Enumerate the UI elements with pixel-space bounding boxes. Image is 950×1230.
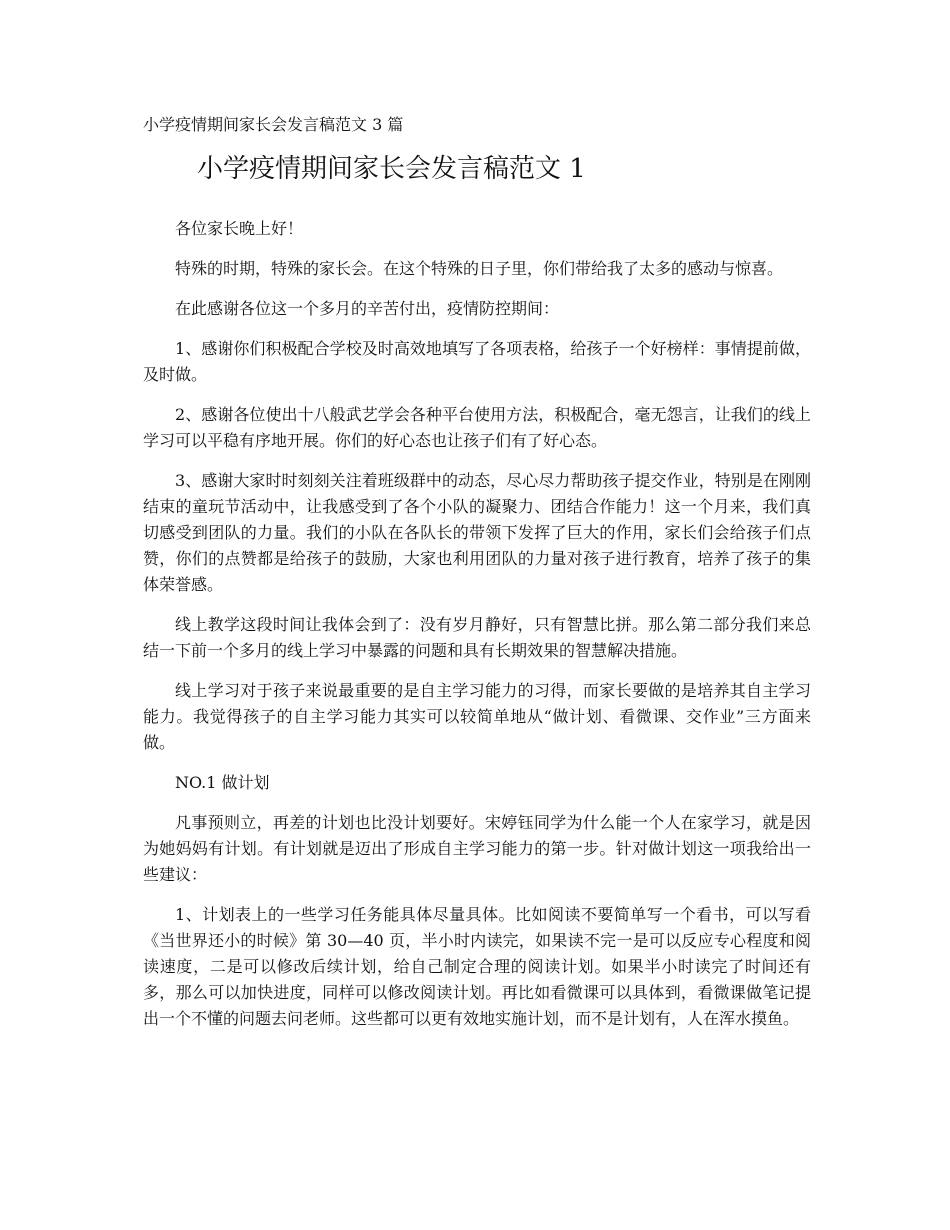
paragraph: 特殊的时期，特殊的家长会。在这个特殊的日子里，你们带给我了太多的感动与惊喜。 <box>175 259 784 278</box>
paragraph: 线上学习对于孩子来说最重要的是自主学习能力的习得，而家长要做的是培养其自主学习能力。我觉得孩子的自主学习能力其实可以较简单地从“做计划、看微课、交作业”三方面来做。 <box>143 681 811 752</box>
paragraph: 线上教学这段时间让我体会到了：没有岁月静好，只有智慧比拼。那么第二部分我们来总结一下前一个多月的线上学习中暴露的问题和具有长期效果的智慧解决措施。 <box>143 615 811 660</box>
paragraph: 2、感谢各位使出十八般武艺学会各种平台使用方法，积极配合，毫无怨言，让我们的线上学习可以平稳有序地开展。你们的好心态也让孩子们有了好心态。 <box>143 405 811 450</box>
paragraph: 3、感谢大家时时刻刻关注着班级群中的动态，尽心尽力帮助孩子提交作业，特别是在刚刚结束的童玩节活动中，让我感受到了各个小队的凝聚力、团结合作能力！这一个月来，我们真切感受到团队的力量。我们的小队在各队长的带领下发挥了巨大的作用，家长们会给孩子们点赞，你们的点赞都是给孩子的鼓励，大家也利用团队的力量对孩子进行教育，培养了孩子的集体荣誉感。 <box>143 471 811 594</box>
paragraph: 1、计划表上的一些学习任务能具体尽量具体。比如阅读不要简单写一个看书，可以写看《当世界还小的时候》第 30—40 页，半小时内读完，如果读不完一是可以反应专心程度和阅读速度，二是可以修改后续计划，给自己制定合理的阅读计划。如果半小时读完了时间还有多，那么可以加快进度，同样可以修改阅读计划。再比如看微课可以具体到，看微课做笔记提出一个不懂的问题去问老师。这些都可以更有效地实施计划，而不是计划有，人在浑水摸鱼。 <box>143 905 811 1028</box>
paragraph: 凡事预则立，再差的计划也比没计划要好。宋婷钰同学为什么能一个人在家学习，就是因为她妈妈有计划。有计划就是迈出了形成自主学习能力的第一步。针对做计划这一项我给出一些建议： <box>143 813 811 884</box>
section-heading: NO.1 做计划 <box>175 773 270 792</box>
paragraph-greeting: 各位家长晚上好！ <box>175 219 304 238</box>
document-title: 小学疫情期间家长会发言稿范文 1 <box>197 154 586 184</box>
document-body <box>143 216 811 1046</box>
document-header: 小学疫情期间家长会发言稿范文 3 篇 <box>143 115 404 134</box>
paragraph: 在此感谢各位这一个多月的辛苦付出，疫情防控期间： <box>175 299 560 318</box>
paragraph: 1、感谢你们积极配合学校及时高效地填写了各项表格，给孩子一个好榜样：事情提前做，及时做。 <box>143 339 811 384</box>
